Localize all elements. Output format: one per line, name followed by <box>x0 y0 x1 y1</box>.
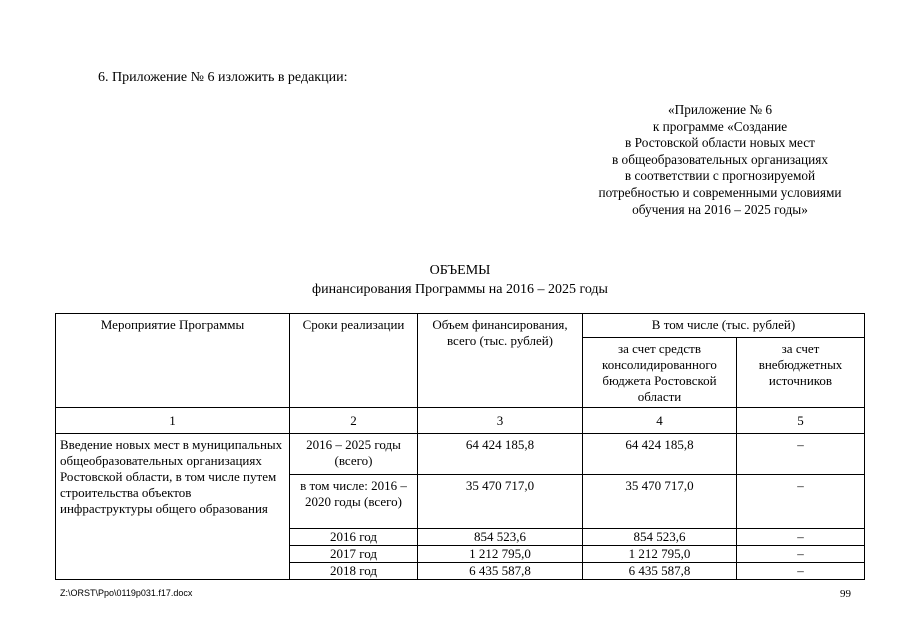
table-title-block <box>250 261 670 299</box>
consolidated-cell: 854 523,6 <box>583 529 737 546</box>
period-cell: 2017 год <box>290 546 418 563</box>
period-cell: в том числе: 2016 – 2020 годы (всего) <box>290 475 418 529</box>
total-cell: 6 435 587,8 <box>418 563 583 580</box>
financing-table <box>55 313 865 580</box>
header-consolidated: за счет средств консолидированного бюджета Ростовской области <box>583 338 737 408</box>
extrabudget-cell: – <box>737 475 865 529</box>
header-terms: Сроки реализации <box>290 314 418 408</box>
consolidated-cell: 64 424 185,8 <box>583 434 737 475</box>
column-number: 4 <box>583 408 737 434</box>
total-cell: 64 424 185,8 <box>418 434 583 475</box>
extrabudget-cell: – <box>737 434 865 475</box>
appendix-line: в Ростовской области новых мест <box>625 135 815 151</box>
extrabudget-cell: – <box>737 563 865 580</box>
column-number: 5 <box>737 408 865 434</box>
period-cell: 2016 год <box>290 529 418 546</box>
header-including: В том числе (тыс. рублей) <box>583 314 865 338</box>
consolidated-cell: 1 212 795,0 <box>583 546 737 563</box>
header-extrabudget: за счет внебюджетных источников <box>737 338 865 408</box>
period-cell: 2018 год <box>290 563 418 580</box>
page-number: 99 <box>840 588 851 600</box>
period-cell: 2016 – 2025 годы (всего) <box>290 434 418 475</box>
measure-description: Введение новых мест в муниципальных общеобразовательных организациях Ростовской области, в том числе путем строительства объектов инфраструктуры общего образования <box>56 434 290 580</box>
table-title: ОБЪЕМЫ <box>429 263 491 278</box>
extrabudget-cell: – <box>737 529 865 546</box>
extrabudget-cell: – <box>737 546 865 563</box>
footer-file-path: Z:\ORST\Ppo\0119p031.f17.docx <box>60 588 193 598</box>
total-cell: 1 212 795,0 <box>418 546 583 563</box>
appendix-line: в соответствии с прогнозируемой <box>624 168 816 184</box>
column-number: 1 <box>56 408 290 434</box>
appendix-line: к программе «Создание <box>652 118 788 134</box>
consolidated-cell: 35 470 717,0 <box>583 475 737 529</box>
header-measure: Мероприятие Программы <box>56 314 290 408</box>
amendment-intro: 6. Приложение № 6 изложить в редакции: <box>98 70 348 85</box>
appendix-heading <box>575 102 865 218</box>
table-row <box>56 434 865 475</box>
total-cell: 854 523,6 <box>418 529 583 546</box>
appendix-line: в общеобразовательных организациях <box>611 151 829 167</box>
column-number: 3 <box>418 408 583 434</box>
appendix-line: обучения на 2016 – 2025 годы» <box>632 201 808 217</box>
total-cell: 35 470 717,0 <box>418 475 583 529</box>
column-number: 2 <box>290 408 418 434</box>
table-subtitle: финансирования Программы на 2016 – 2025 годы <box>312 282 608 297</box>
appendix-line: потребностью и современными условиями <box>598 184 842 200</box>
consolidated-cell: 6 435 587,8 <box>583 563 737 580</box>
header-volume: Объем финансирования, всего (тыс. рублей) <box>418 314 583 408</box>
appendix-line: «Приложение № 6 <box>668 102 772 117</box>
